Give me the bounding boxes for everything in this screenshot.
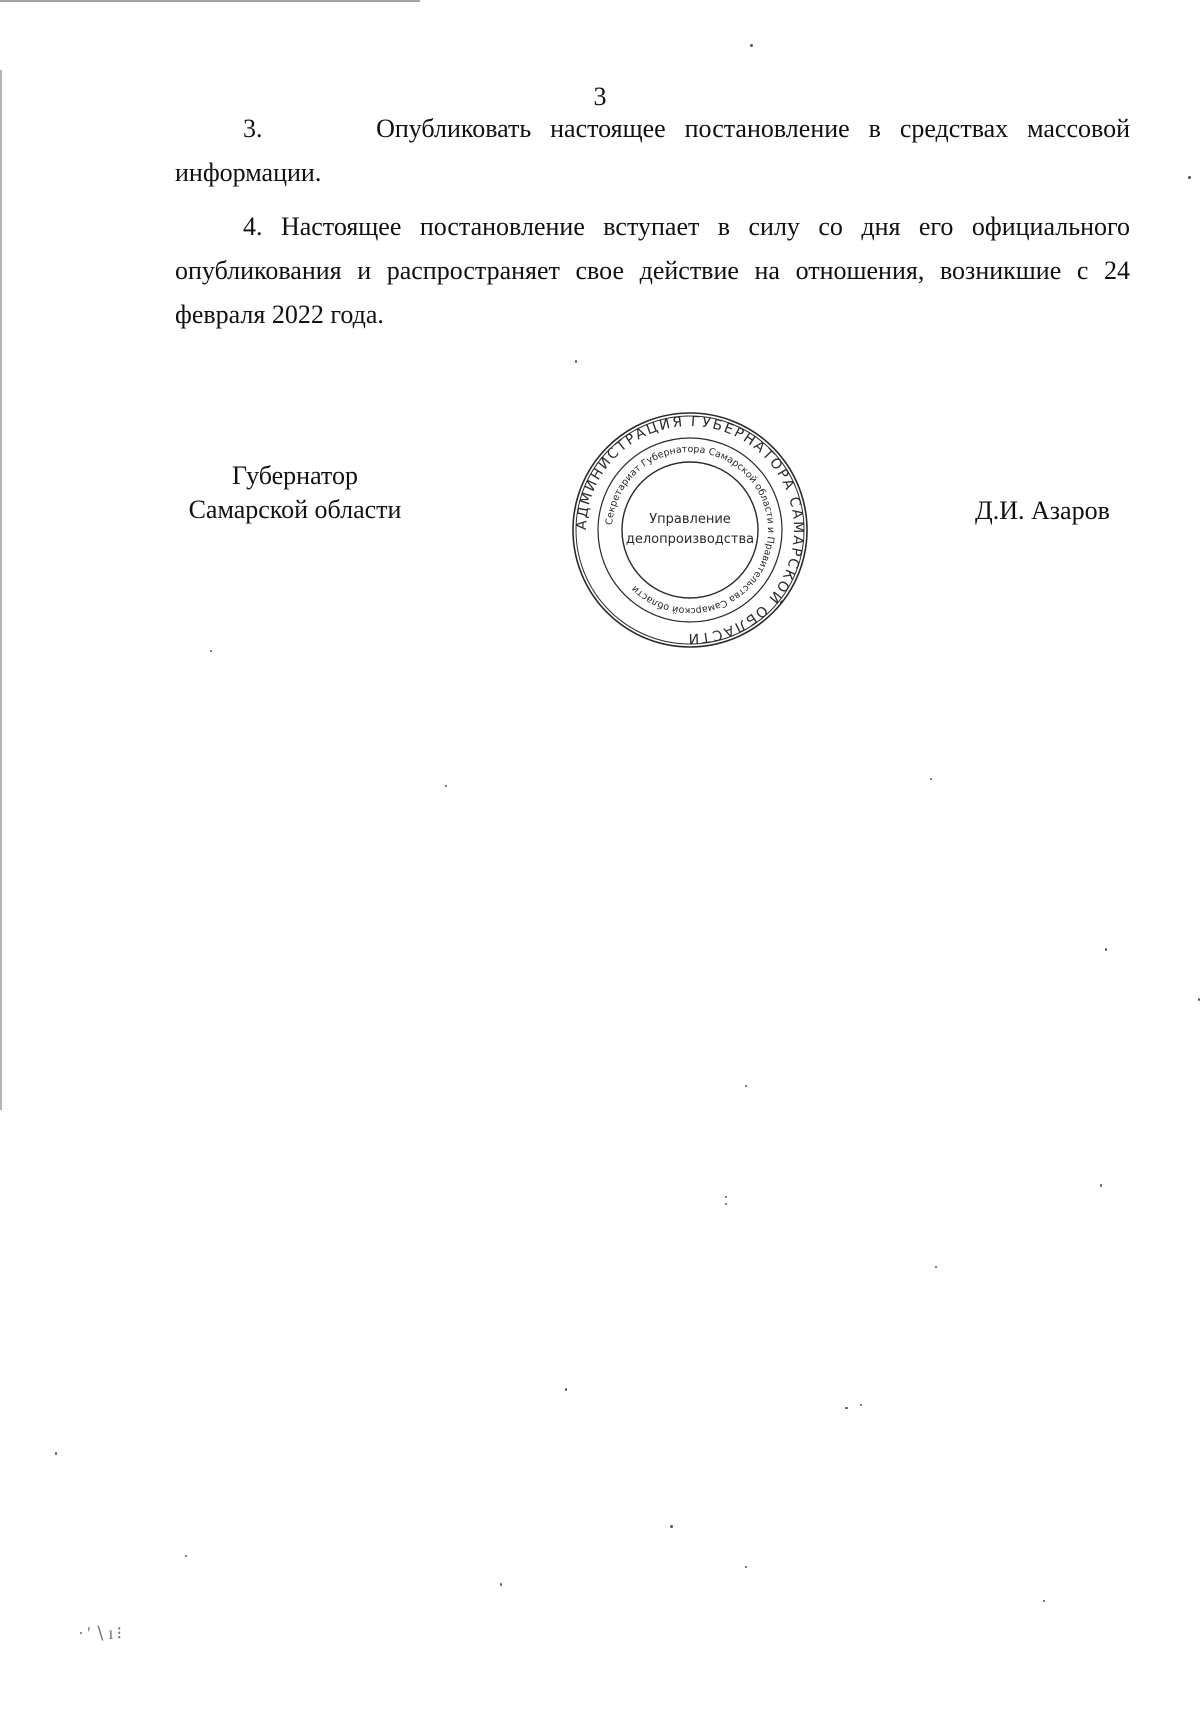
stamp-center-line2: делопроизводства xyxy=(625,532,755,547)
paragraph-4 xyxy=(175,205,1130,337)
paragraph-4-text: 4. Настоящее постановление вступает в силу со дня его официального опубликования и распространяет свое действие на отношения, возникшие с 24 февраля 2022 года. xyxy=(175,212,1130,329)
scan-edge-top xyxy=(0,0,420,2)
signer-title xyxy=(178,459,412,527)
scan-speck xyxy=(745,1566,747,1568)
stamp-center-line1: Управление xyxy=(649,512,731,527)
stamp-outer-textpath: АДМИНИСТРАЦИЯ ГУБЕРНАТОРА САМАРСКОЙ ОБЛАСТИ xyxy=(573,413,807,647)
scan-speck xyxy=(745,1085,747,1087)
scan-speck xyxy=(185,1555,187,1557)
scan-speck xyxy=(575,360,577,363)
stamp-inner-ring xyxy=(622,462,758,598)
scan-edge-left xyxy=(0,70,2,1110)
scan-speck xyxy=(725,1196,727,1198)
paragraph-3 xyxy=(175,107,1130,195)
paragraph-3-text: Опубликовать настоящее постановление в средствах массовой информации. xyxy=(175,114,1130,187)
signer-title-line1: Губернатор xyxy=(232,461,358,490)
stamp-middle-ring xyxy=(598,438,782,622)
scan-speck xyxy=(725,1203,727,1205)
scan-speck xyxy=(500,1583,502,1586)
signer-name: Д.И. Азаров xyxy=(975,496,1110,525)
scan-speck xyxy=(565,1388,567,1391)
scan-speck xyxy=(860,1404,862,1406)
scan-speck xyxy=(210,650,212,652)
scan-speck xyxy=(670,1525,673,1528)
official-stamp xyxy=(570,410,810,650)
scan-speck xyxy=(845,1407,848,1409)
scan-speck xyxy=(1043,1600,1045,1602)
scan-speck xyxy=(1105,948,1107,951)
stamp-inner-text xyxy=(604,444,776,616)
scan-speck xyxy=(55,1452,57,1455)
scan-speck xyxy=(750,44,753,47)
scan-speck xyxy=(1100,1184,1102,1187)
footer-scan-mark: ·ʹ∖ı⁝ xyxy=(78,1623,126,1643)
scan-speck xyxy=(935,1266,937,1268)
scan-speck xyxy=(930,778,932,780)
stamp-inner-textpath: Секретариат Губернатора Самарской области и Правительства Самарской области xyxy=(604,443,777,617)
signer-title-line2: Самарской области xyxy=(188,495,402,524)
scan-speck xyxy=(1188,176,1191,179)
scan-speck xyxy=(445,785,447,787)
paragraph-3-number: 3. xyxy=(243,114,263,143)
page-number: 3 xyxy=(593,82,607,111)
